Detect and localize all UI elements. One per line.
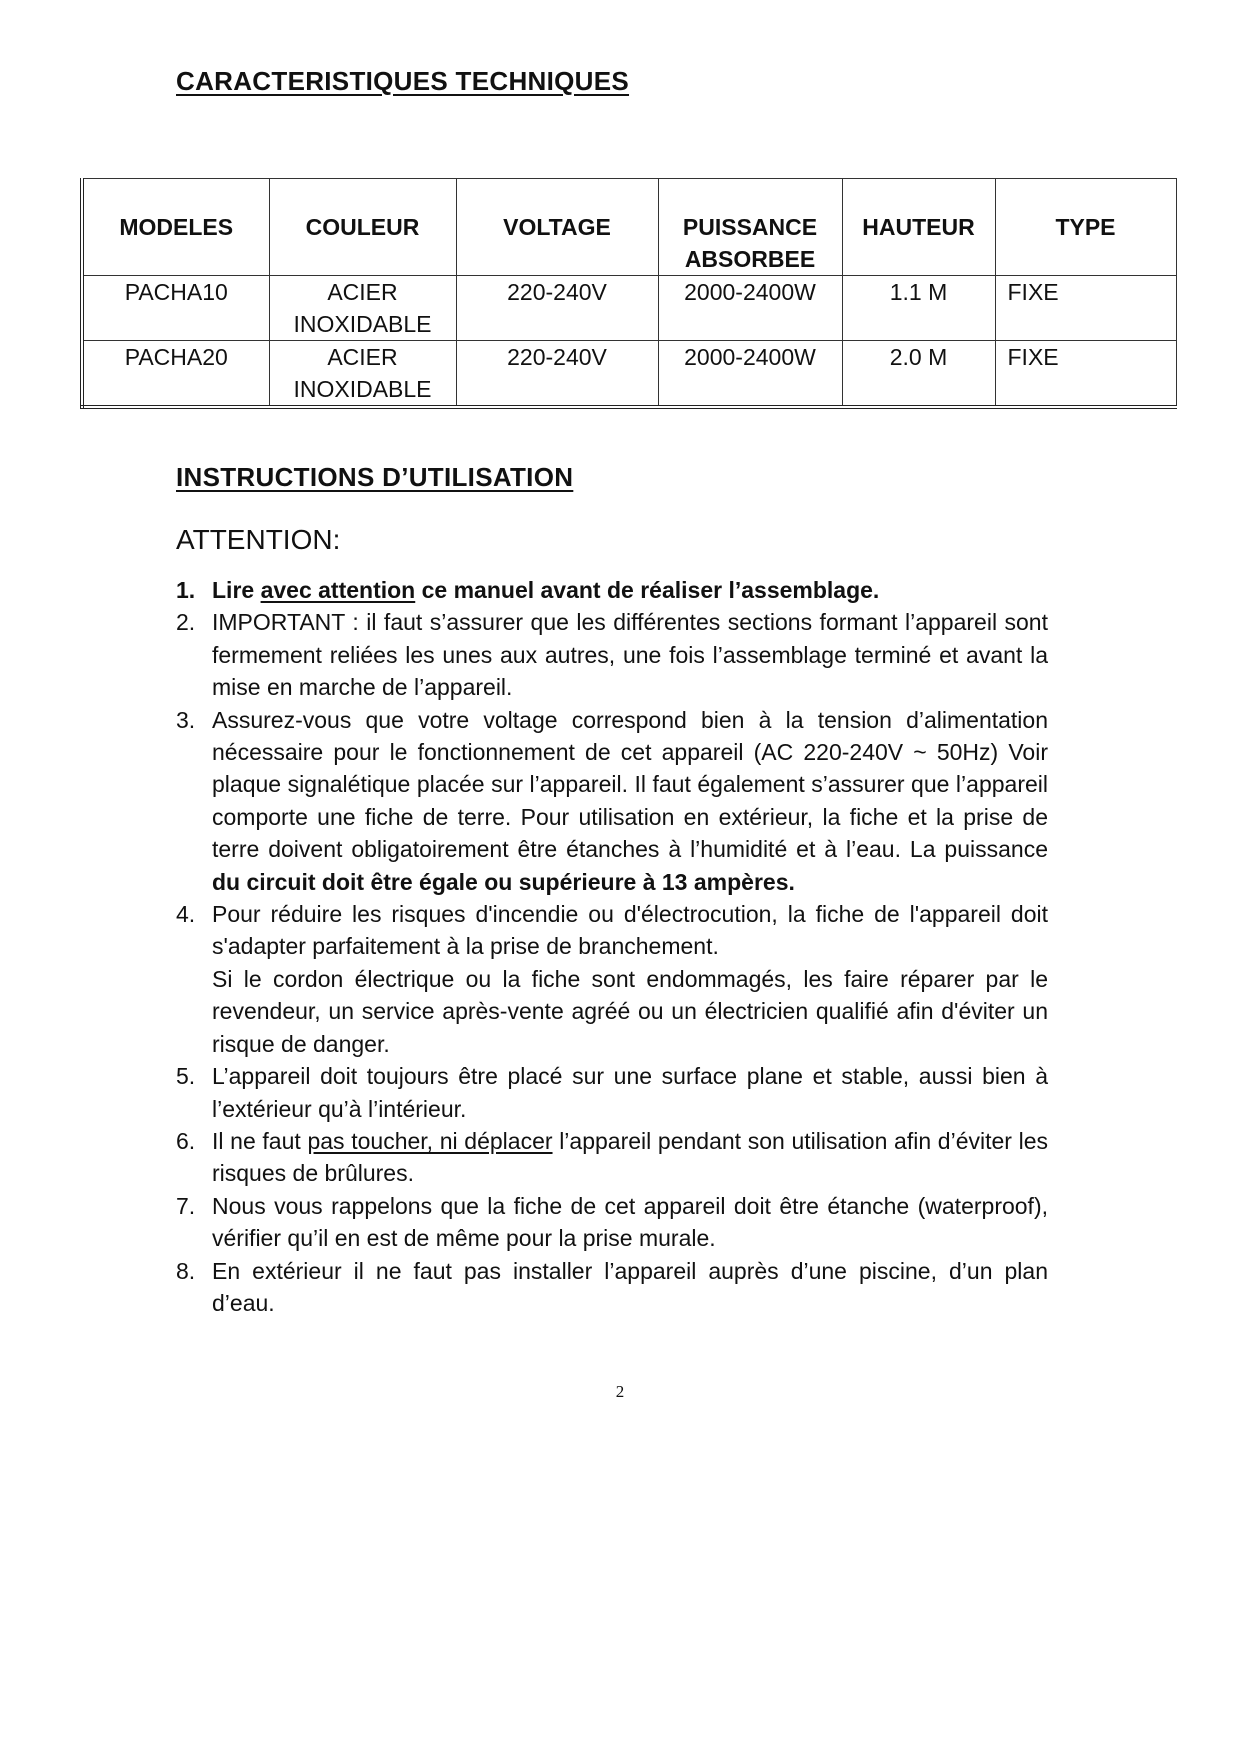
page-number: 2 [615, 1382, 625, 1401]
cell-type: FIXE [995, 341, 1176, 408]
cell-height: 1.1 M [842, 276, 995, 341]
list-item: 2. IMPORTANT : il faut s’assurer que les différentes sections formant l’appareil sont fermement reliées les unes aux autres, une fois l’assemblage terminé et avant la mise en marche de l’appareil. [176, 609, 1048, 701]
cell-color: ACIER INOXIDABLE [269, 341, 456, 408]
instructions-list [176, 574, 1048, 1319]
header-modeles: MODELES [82, 179, 269, 276]
cell-type: FIXE [995, 276, 1176, 341]
list-item: 5. L’appareil doit toujours être placé sur une surface plane et stable, aussi bien à l’extérieur qu’à l’intérieur. [176, 1063, 1048, 1122]
header-voltage: VOLTAGE [456, 179, 658, 276]
list-item: 6. Il ne faut pas toucher, ni déplacer l’appareil pendant son utilisation afin d’éviter les risques de brûlures. [176, 1127, 1049, 1187]
cell-voltage: 220-240V [456, 276, 658, 341]
tech-specs-title: CARACTERISTIQUES TECHNIQUES [176, 66, 630, 96]
table-row [82, 341, 1176, 408]
instructions-title: INSTRUCTIONS D’UTILISATION [176, 462, 574, 492]
specs-table [80, 178, 1177, 409]
header-puissance: PUISSANCE ABSORBEE [658, 179, 842, 276]
header-type: TYPE [995, 179, 1176, 276]
cell-model: PACHA20 [82, 341, 269, 408]
list-item: 7. Nous vous rappelons que la fiche de cet appareil doit être étanche (waterproof), vérifier qu’il en est de même pour la prise murale. [176, 1192, 1048, 1252]
cell-power: 2000-2400W [658, 341, 842, 408]
cell-voltage: 220-240V [456, 341, 658, 408]
attention-label: ATTENTION: [176, 524, 341, 555]
header-couleur: COULEUR [269, 179, 456, 276]
table-header-row [82, 179, 1176, 276]
cell-color: ACIER INOXIDABLE [269, 276, 456, 341]
cell-power: 2000-2400W [658, 276, 842, 341]
list-item: 1. Lire avec attention ce manuel avant de réaliser l’assemblage. [176, 577, 880, 603]
cell-model: PACHA10 [82, 276, 269, 341]
table-row [82, 276, 1176, 341]
cell-height: 2.0 M [842, 341, 995, 408]
list-item: 4. Pour réduire les risques d'incendie ou d'électrocution, la fiche de l'appareil doit s'adapter parfaitement à la prise de branchement. Si le cordon électrique ou la fiche sont endommagés, les faire réparer par le revendeur, un service après-vente agréé ou un électricien qualifié afin d'éviter un risque de danger. [176, 901, 1048, 1057]
header-hauteur: HAUTEUR [842, 179, 995, 276]
list-item: 8. En extérieur il ne faut pas installer l’appareil auprès d’une piscine, d’un plan d’eau. [176, 1257, 1048, 1316]
list-item: 3. Assurez-vous que votre voltage correspond bien à la tension d’alimentation nécessaire pour le fonctionnement de cet appareil (AC 220-240V ~ 50Hz) Voir plaque signalétique placée sur l’appareil. Il faut également s’assurer que l’appareil comporte une fiche de terre. Pour utilisation en extérieur, la fiche et la prise de terre doivent obligatoirement être étanches à l’humidité et à l’eau. La puissance du circuit doit être égale ou supérieure à 13 ampères. [176, 706, 1048, 895]
